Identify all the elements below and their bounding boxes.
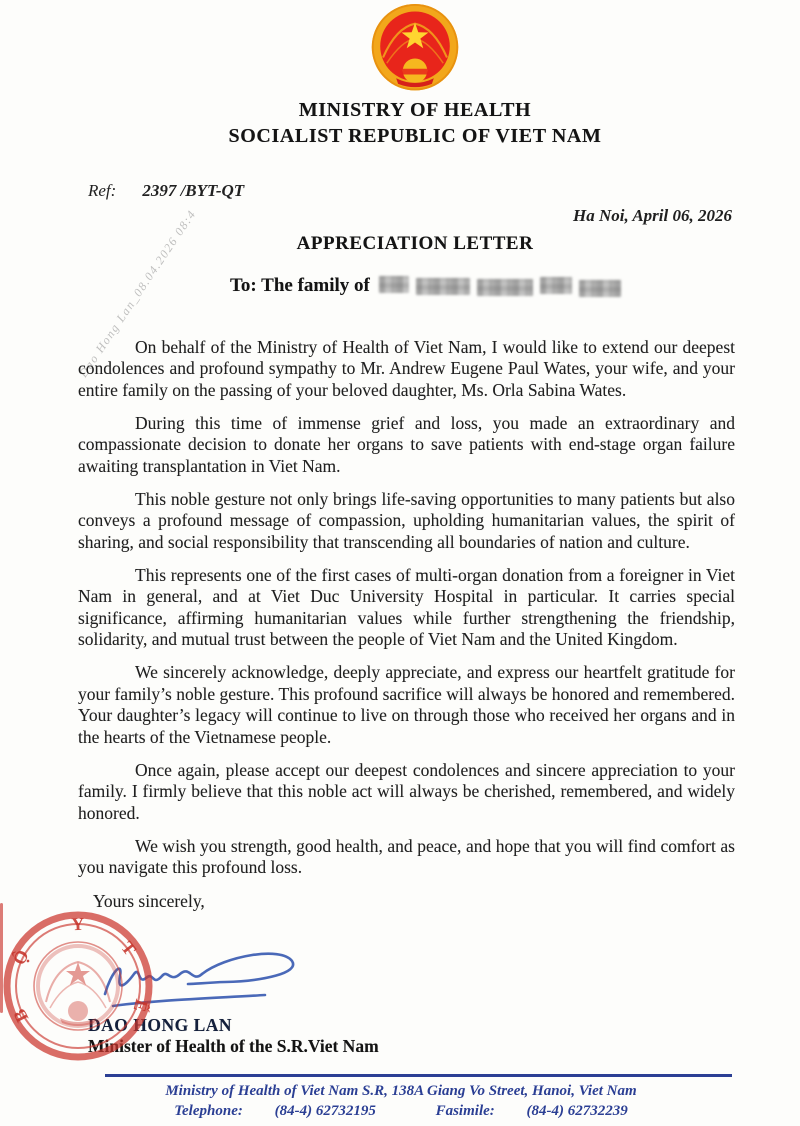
letter-title: APPRECIATION LETTER [296, 233, 534, 254]
footer-address: Ministry of Health of Viet Nam S.R, 138A Giang Vo Street, Hanoi, Viet Nam [165, 1083, 637, 1099]
digital-signature-watermark: Dao Hong Lan_08.04.2026 08:4 [76, 207, 199, 380]
recipient-line [230, 275, 621, 297]
fax [422, 1103, 642, 1119]
stamp-letter: T [117, 937, 141, 960]
scan-edge-stamp-artifact [0, 903, 3, 1013]
signer-name: DAO HONG LAN [88, 1015, 233, 1035]
paragraph: On behalf of the Ministry of Health of Viet Nam, I would like to extend our deepest condolences and profound sympathy to Mr. Andrew Eugene Paul Wates, your wife, and your entire family on the passing of your beloved daughter, Ms. Orla Sabina Wates. [78, 337, 735, 400]
paragraph: We wish you strength, good health, and peace, and hope that you will find comfort as you navigate this profound loss. [78, 835, 735, 878]
telephone-label: Telephone: [174, 1103, 243, 1119]
recipient-label: To: The family of [230, 275, 370, 296]
letterhead [30, 97, 800, 149]
stamp-letter: Y [70, 913, 85, 935]
fax-number: (84-4) 62732239 [526, 1103, 628, 1119]
footer-divider [105, 1074, 732, 1077]
letter-body [78, 337, 735, 924]
redacted-recipient-name [379, 278, 621, 295]
paragraph: During this time of immense grief and loss, you made an extraordinary and compassionate decision to donate her organs to save patients with end-stage organ failure awaiting transplantation in Viet Nam. [78, 413, 735, 476]
reference-line [88, 181, 244, 201]
closing-salutation: Yours sincerely, [93, 890, 205, 911]
stamp-letter: Ế [129, 997, 153, 1014]
country-name: SOCIALIST REPUBLIC OF VIET NAM [228, 125, 602, 147]
ministry-seal-stamp-icon [2, 910, 154, 1062]
ref-label: Ref: [88, 181, 117, 200]
vietnam-national-emblem-icon [367, 3, 463, 97]
footer [70, 1081, 732, 1121]
ministry-name: MINISTRY OF HEALTH [298, 99, 532, 121]
fax-label: Fasimile: [435, 1103, 495, 1119]
signer-title: Minister of Health of the S.R.Viet Nam [88, 1036, 379, 1056]
footer-contact [70, 1101, 732, 1121]
paragraph: We sincerely acknowledge, deeply appreciate, and express our heartfelt gratitude for your family’s noble gesture. This profound sacrifice will always be honored and remembered. Your daughter’s legacy will continue to live on through those who received her organs and in the hearts of the Vietnamese people. [78, 662, 735, 747]
dateline: Ha Noi, April 06, 2026 [573, 206, 732, 225]
ref-number: 2397 /BYT-QT [142, 181, 245, 200]
stamp-letter: Ộ [8, 946, 33, 969]
stamp-letter: B [9, 1005, 33, 1026]
telephone-number: (84-4) 62732195 [274, 1103, 376, 1119]
paragraph: This noble gesture not only brings life-saving opportunities to many patients but also conveys a profound message of compassion, upholding humanitarian values, the spirit of sharing, and social responsibility that transcending all boundaries of nation and culture. [78, 489, 735, 552]
paragraph: This represents one of the first cases of multi-organ donation from a foreigner in Viet Nam in general, and at Viet Duc University Hospital in particular. It carries special significance, affirming humanitarian values while further strengthening the friendship, solidarity, and mutual trust between the people of Viet Nam and the United Kingdom. [78, 565, 735, 650]
telephone [160, 1103, 393, 1119]
paragraph: Once again, please accept our deepest condolences and sincere appreciation to your family. I firmly believe that this noble act will always be cherished, remembered, and widely honored. [78, 759, 735, 823]
